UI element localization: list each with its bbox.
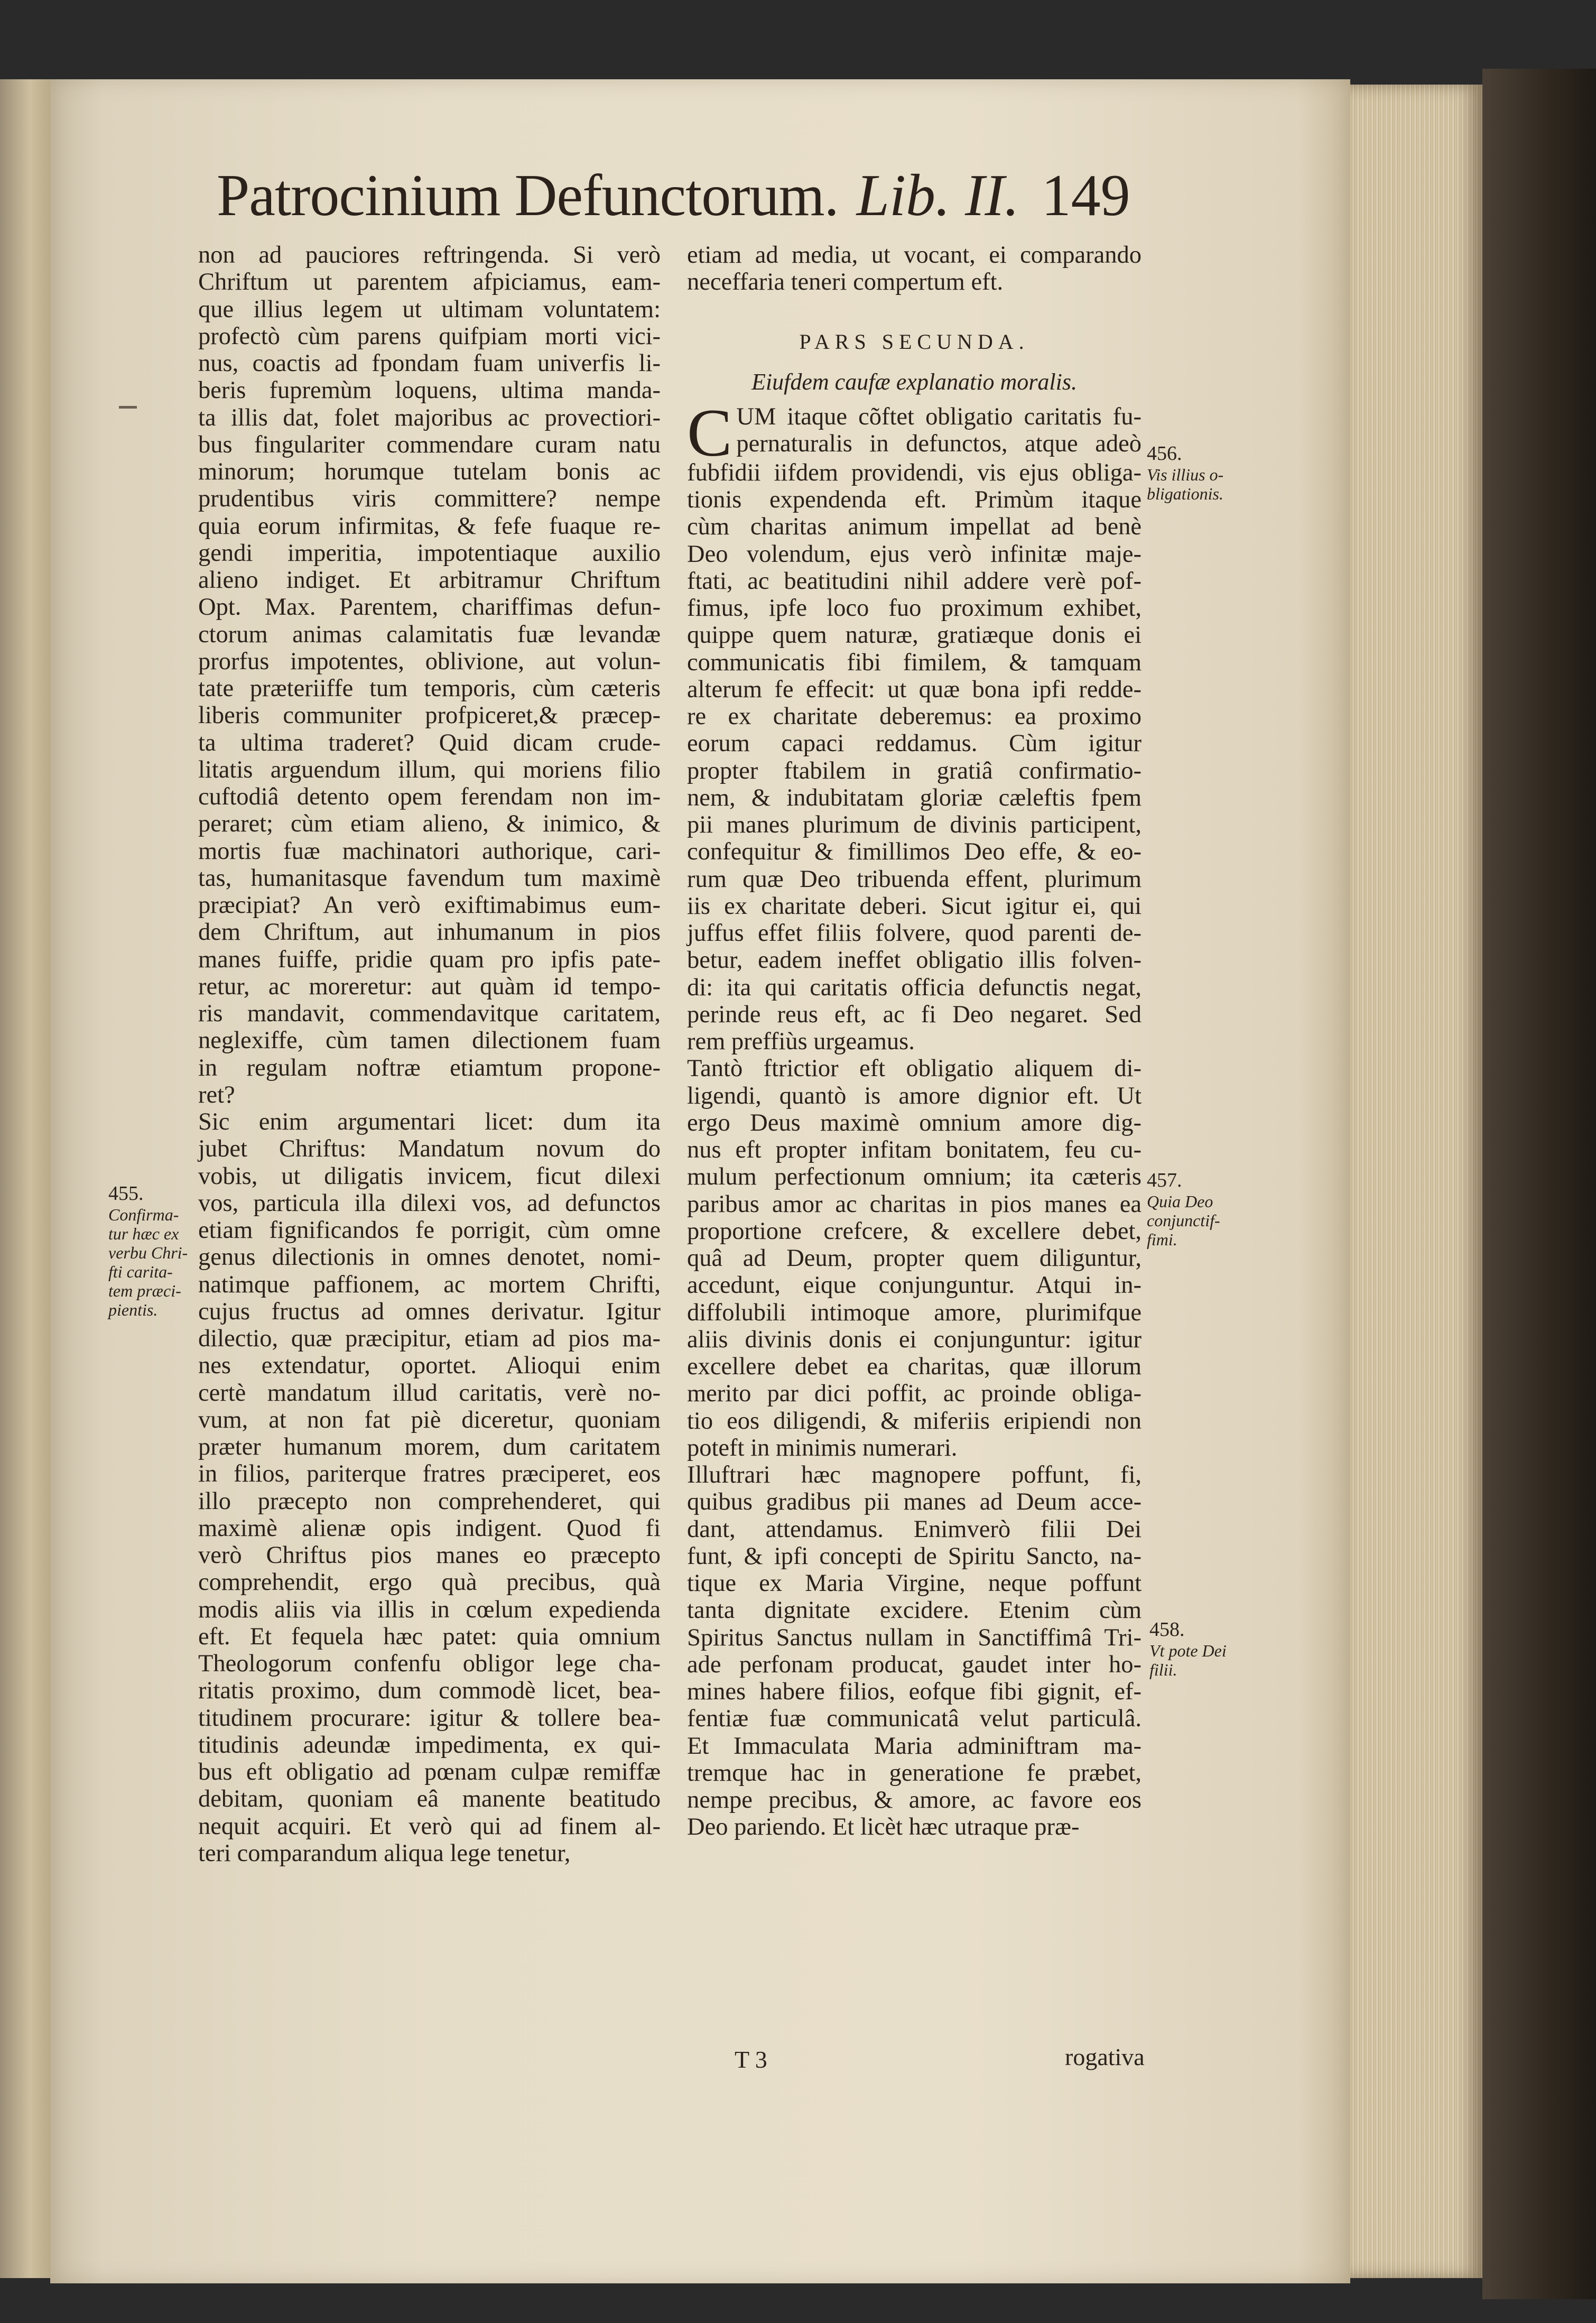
marginal-number: 456. [1147, 442, 1182, 465]
paragraph-456 [687, 395, 1142, 1056]
text-line: nes extendatur, oportet. Alioqui enim [198, 1352, 661, 1380]
text-line: Chriftum ut parentem afpiciamus, eam- [198, 269, 661, 296]
text-line: præcipiat? An verò exiftimabimus eum- [198, 892, 661, 919]
text-line: accedunt, eique conjunguntur. Atqui in- [687, 1272, 1142, 1299]
text-line: teri comparandum aliqua lege tenetur, [198, 1839, 571, 1867]
marginal-text-line: fimi. [1147, 1230, 1177, 1249]
text-line: peraret; cùm etiam alieno, & inimico, & [198, 810, 661, 838]
text-line: retur, ac moreretur: aut quàm id tempo- [198, 973, 661, 1000]
text-line: quibus gradibus pii manes ad Deum acce- [687, 1488, 1142, 1516]
text-line: aliis divinis donis ei conjunguntur: igitur [687, 1326, 1142, 1353]
text-line: tio eos diligendi, & miferiis eripiendi non [687, 1407, 1142, 1434]
text-line: vum, at non fat piè diceretur, quoniam [198, 1406, 661, 1433]
right-column [687, 242, 1142, 1841]
text-line: profectò cùm parens quifpiam morti vici- [198, 322, 661, 350]
text-line: ligendi, quantò is amore dignior eft. Ut [687, 1082, 1142, 1109]
text-line: di: ita qui caritatis officia defunctis negat, [687, 974, 1142, 1001]
text-line: dem Chriftum, aut inhumanum in pios [198, 919, 661, 946]
text-line: etiam fignificandos fe porrigit, cùm omne [198, 1217, 661, 1244]
text-line: communicatis fibi fimilem, & tamquam [687, 649, 1142, 676]
text-line: rum quæ Deo tribuenda effent, plurimum [687, 865, 1142, 893]
text-line: ftati, ac beatitudini nihil addere verè pof- [687, 567, 1142, 595]
page-number: 149 [1041, 163, 1130, 228]
text-line: ret? [198, 1081, 235, 1108]
text-line: nus, coactis ad fpondam fuam univerfis li- [198, 350, 661, 377]
text-line: non ad pauciores reftringenda. Si verò [198, 242, 661, 269]
text-line: nequit acquiri. Et verò qui ad finem al- [198, 1812, 661, 1840]
text-line: fentiæ fuæ communicatâ velut particulâ. [687, 1705, 1142, 1733]
text-line: jubet Chriftus: Mandatum novum do [198, 1135, 661, 1163]
signature-mark: T 3 [735, 2046, 767, 2073]
text-line: mortis fuæ machinatori authorique, cari- [198, 837, 661, 865]
text-line: liberis communiter profpiceret,& præcep- [198, 702, 661, 729]
text-line: ta ultima traderet? Quid dicam crude- [198, 729, 661, 756]
marginal-number: 457. [1147, 1169, 1182, 1191]
text-line: beris fupremùm loquens, ultima manda- [198, 377, 661, 404]
page-fore-edge [1350, 85, 1482, 2278]
running-header [217, 159, 1152, 233]
text-line: modis aliis via illis in cœlum expedienda [198, 1596, 661, 1623]
marginal-note-456 [1147, 444, 1263, 503]
text-line: que illius legem ut ultimam voluntatem: [198, 295, 661, 323]
drop-cap: C [687, 395, 732, 470]
text-line: Theologorum confenfu obligor lege cha- [198, 1650, 661, 1677]
text-line: mines habere filios, eofque fibi gignit, ef- [687, 1678, 1142, 1705]
marginal-note-457 [1147, 1171, 1263, 1249]
text-line: Sic enim argumentari licet: dum ita [198, 1108, 661, 1135]
text-line: bus eft obligatio ad pœnam culpæ remiffæ [198, 1759, 661, 1785]
text-line: ris mandavit, commendavitque caritatem, [198, 1000, 661, 1027]
text-line: ritatis proximo, dum commodè licet, bea- [198, 1677, 661, 1705]
text-line: fubfidii iifdem providendi, vis ejus obliga- [687, 459, 1142, 486]
text-line: quia eorum infirmitas, & fefe fuaque re- [198, 512, 661, 540]
text-line: juffus effet filiis folvere, quod parenti de- [687, 920, 1142, 947]
text-line: vos, particula illa dilexi vos, ad defunctos [198, 1189, 661, 1217]
marginal-number: 455. [108, 1182, 144, 1205]
left-page-edge [0, 79, 50, 2278]
text-line: bus fingulariter commendare curam natu [198, 431, 661, 458]
text-line: Deo volendum, ejus verò infinitæ maje- [687, 540, 1142, 568]
marginal-number: 458. [1149, 1618, 1185, 1641]
text-line: neceffaria teneri compertum eft. [687, 269, 1004, 296]
marginal-text-line: tur hæc ex [108, 1224, 179, 1243]
marginal-text-line: Quia Deo [1147, 1192, 1213, 1211]
text-line: funt, & ipfi concepti de Spiritu Sancto, na- [687, 1542, 1142, 1570]
text-line: fimus, ipfe loco fuo proximum exhibet, [687, 595, 1142, 622]
text-line: etiam ad media, ut vocant, ei comparando [687, 242, 1142, 269]
text-line: propter ftabilem in gratiâ confirmatio- [687, 757, 1142, 784]
left-column [198, 242, 661, 1867]
text-line: betur, eadem ineffet obligatio illis folven- [687, 947, 1142, 974]
text-line: paribus amor ac charitas in pios manes ea [687, 1190, 1142, 1218]
text-line: litatis arguendum illum, qui moriens filio [198, 756, 661, 783]
text-line: diffolubili intimoque amore, plurimifque [687, 1299, 1142, 1326]
text-line: comprehendit, ergo quà precibus, quà [198, 1569, 661, 1596]
marginal-text-line: verbu Chri- [108, 1243, 188, 1262]
text-line: dilectio, quæ præcipitur, etiam ad pios ma- [198, 1325, 661, 1352]
paragraph-458 [687, 1461, 1142, 1841]
marginal-text-line: Vis illius o- [1147, 465, 1224, 484]
text-line: manes fuiffe, pridie quam pro ipfis pate- [198, 946, 661, 973]
text-line: certè mandatum illud caritatis, verè no- [198, 1379, 661, 1406]
text-line: minorum; horumque tutelam bonis ac [198, 458, 661, 485]
text-line: merito par dici poffit, ac proinde obliga- [687, 1380, 1142, 1408]
text-line: prudentibus viris committere? nempe [198, 485, 661, 513]
book-cover-edge [1482, 69, 1596, 2299]
text-line: Deo pariendo. Et licèt hæc utraque præ- [687, 1813, 1080, 1841]
text-line: verò Chriftus pios manes eo præcepto [198, 1542, 661, 1569]
text-line: tremque hac in generatione fe præbet, [687, 1759, 1142, 1787]
text-line: tanta dignitate excidere. Etenim cùm [687, 1597, 1142, 1624]
text-line: confequitur & fimillimos Deo effe, & eo- [687, 838, 1142, 866]
text-line: rem preffiùs urgeamus. [687, 1028, 915, 1055]
marginal-text-line: filii. [1149, 1660, 1177, 1679]
text-line: pernaturalis in defunctos, atque adeò [736, 430, 1142, 457]
text-line: prorfus impotentes, oblivione, aut volun- [198, 647, 661, 675]
section-heading: PARS SECUNDA. [799, 329, 1029, 354]
text-line: nus eft propter infitam bonitatem, feu cu- [687, 1136, 1142, 1163]
marginal-note-455 [108, 1184, 188, 1319]
text-line: nem, & indubitatam gloriæ cæleftis fpem [687, 784, 1142, 811]
marginal-note-458 [1149, 1620, 1266, 1679]
text-line: in filios, pariterque fratres præciperet, eos [198, 1460, 661, 1488]
text-line: tas, humanitasque favendum tum maximè [198, 864, 661, 892]
text-line: poteft in minimis numerari. [687, 1434, 958, 1461]
text-line: Spiritus Sanctus nullam in Sanctiffimâ Tri- [687, 1624, 1142, 1651]
text-line: iis ex charitate deberi. Sicut igitur ei, qui [687, 892, 1142, 920]
text-line: illo præcepto non comprehenderet, qui [198, 1487, 661, 1515]
text-line: titudinem procurare: igitur & tollere bea- [198, 1704, 661, 1732]
text-line: cuftodiâ detento opem ferendam non im- [198, 783, 661, 810]
text-line: eft. Et fequela hæc patet: quia omnium [198, 1623, 661, 1650]
text-line: mulum perfectionum omnium; ita cæteris [687, 1163, 1142, 1191]
text-line: ctorum animas calamitatis fuæ levandæ [198, 621, 661, 648]
text-line: dant, attendamus. Enimverò filii Dei [687, 1515, 1142, 1543]
text-line: natimque paffionem, ac mortem Chrifti, [198, 1271, 661, 1298]
marginal-text-line: tem præci- [108, 1281, 181, 1300]
text-line: ergo Deus maximè omnium amore dig- [687, 1109, 1142, 1136]
section-subtitle: Eiufdem caufæ explanatio moralis. [751, 368, 1077, 395]
text-line: cùm charitas animum impellat ad benè [687, 513, 1142, 541]
text-line: alterum fe effecit: ut quæ bona ipfi redde- [687, 675, 1142, 703]
text-line: præter humanum morem, dum caritatem [198, 1433, 661, 1460]
text-line: pii manes plurimum de divinis participent, [687, 811, 1142, 838]
text-line: gendi imperitia, impotentiaque auxilio [198, 539, 661, 567]
text-line: tate præteriiffe tum temporis, cùm cæteris [198, 675, 661, 702]
marginal-text-line: pientis. [108, 1300, 158, 1319]
marginal-text-line: Vt pote Dei [1149, 1641, 1227, 1660]
paragraph-457 [687, 1055, 1142, 1461]
header-title: Patrocinium Defunctorum. [217, 163, 839, 228]
marginal-text-line: Confirma- [108, 1205, 179, 1224]
text-line: UM itaque cõftet obligatio caritatis fu- [736, 403, 1142, 430]
text-line: ta illis dat, folet majoribus ac provectiori- [198, 404, 661, 431]
text-line: Tantò ftrictior eft obligatio aliquem di- [687, 1055, 1142, 1082]
text-line: maximè alienæ opis indigent. Quod fi [198, 1514, 661, 1542]
text-line: quâ ad Deum, propter quem diliguntur, [687, 1245, 1142, 1272]
text-line: ade perfonam producat, gaudet inter ho- [687, 1651, 1142, 1678]
catchword: rogativa [1065, 2043, 1145, 2070]
text-line: perinde reus eft, ac fi Deo negaret. Sed [687, 1001, 1142, 1028]
header-book-number: Lib. II. [856, 163, 1019, 228]
marginal-text-line: bligationis. [1147, 484, 1223, 503]
text-line: tique ex Maria Virgine, neque poffunt [687, 1570, 1142, 1597]
text-line: eorum capaci reddamus. Cùm igitur [687, 730, 1142, 757]
text-line: proportione crefcere, & excellere debet, [687, 1217, 1142, 1245]
margin-dash [119, 406, 137, 409]
text-line: debitam, quoniam eâ manente beatitudo [198, 1785, 661, 1813]
text-line: vobis, ut diligatis invicem, ficut dilexi [198, 1162, 661, 1190]
marginal-text-line: fti carita- [108, 1262, 173, 1281]
text-line: in regulam noftræ etiamtum propone- [198, 1054, 661, 1081]
text-line: Et Immaculata Maria adminiftram ma- [687, 1732, 1142, 1760]
text-line: alieno indiget. Et arbitramur Chriftum [198, 567, 661, 594]
marginal-text-line: conjunctif- [1147, 1211, 1220, 1230]
text-line: cujus fructus ad omnes derivatur. Igitur [198, 1298, 661, 1325]
text-line: genus dilectionis in omnes denotet, nomi- [198, 1244, 661, 1271]
right-column-continuation [687, 242, 1142, 296]
text-line: neglexiffe, cùm tamen dilectionem fuam [198, 1027, 661, 1054]
text-line: excellere debet ea charitas, quæ illorum [687, 1353, 1142, 1380]
text-line: titudinis adeundæ impedimenta, ex qui- [198, 1731, 661, 1759]
text-line: nempe precibus, & amore, ac favore eos [687, 1787, 1142, 1813]
text-line: Illuftrari hæc magnopere poffunt, fi, [687, 1461, 1142, 1488]
text-line: quippe quem naturæ, gratiæque donis ei [687, 622, 1142, 649]
text-line: tionis expendenda eft. Primùm itaque [687, 486, 1142, 513]
text-line: re ex charitate deberemus: ea proximo [687, 703, 1142, 730]
text-line: Opt. Max. Parentem, chariffimas defun- [198, 594, 661, 621]
